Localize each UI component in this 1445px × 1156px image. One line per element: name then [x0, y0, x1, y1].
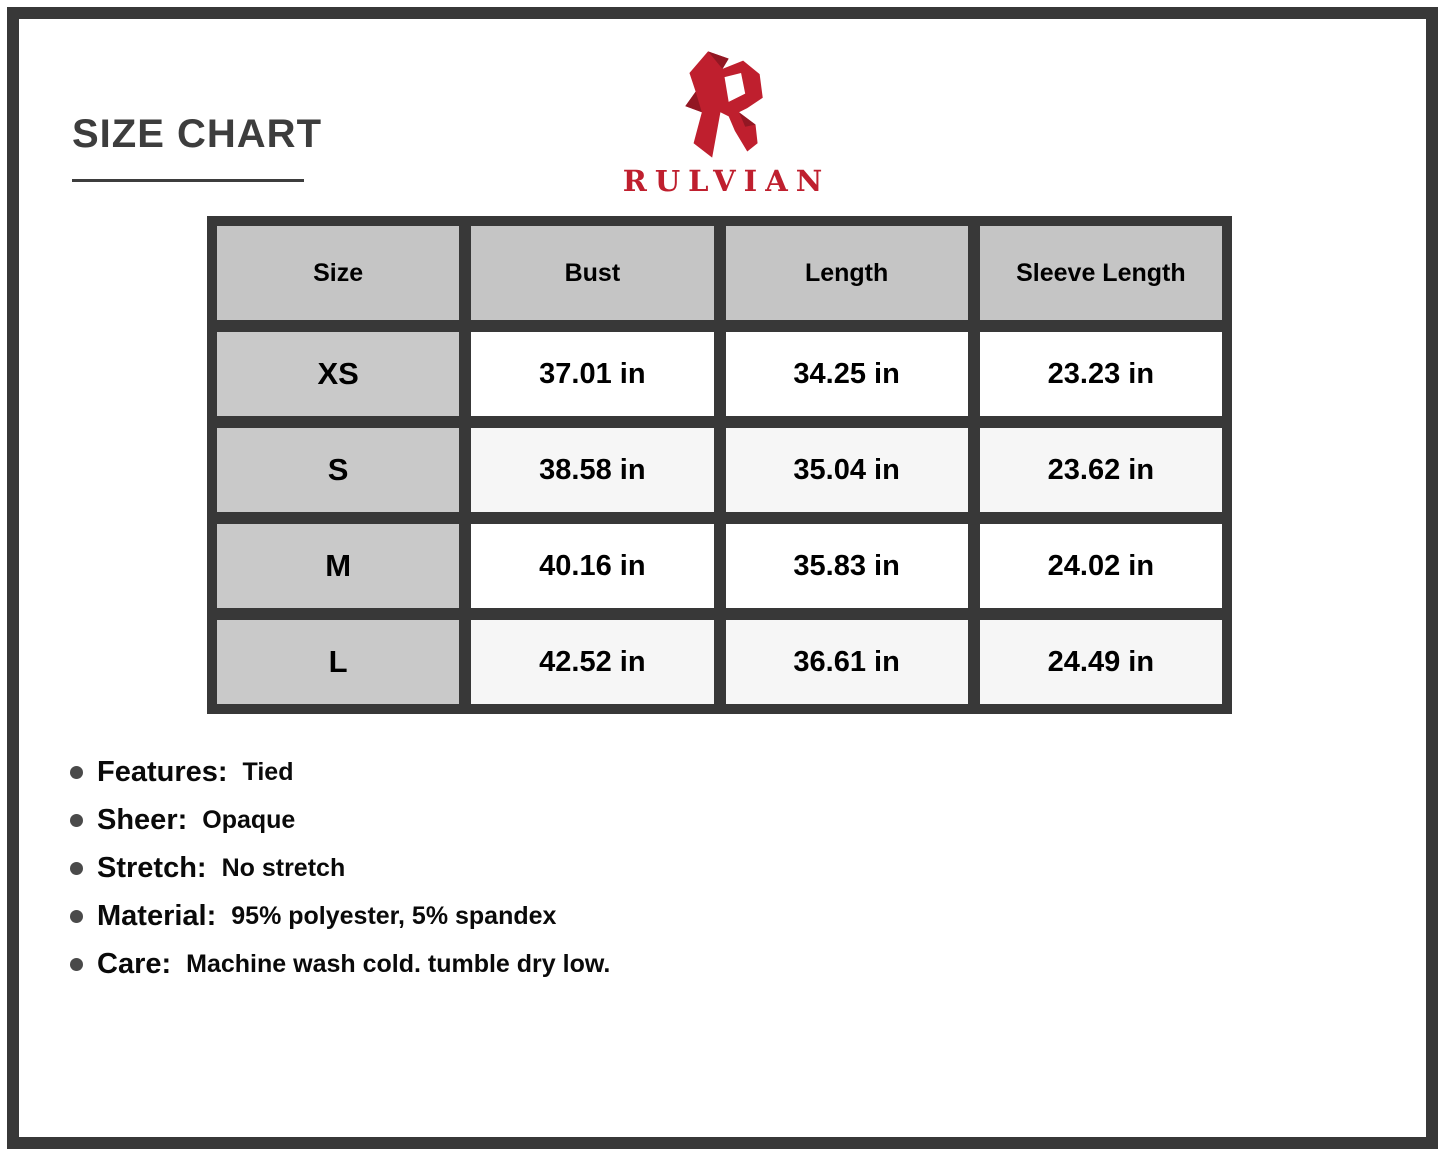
product-details-list — [70, 748, 610, 988]
detail-value: Tied — [242, 757, 294, 786]
size-table — [207, 216, 1232, 714]
row-s-length: 35.04 in — [726, 428, 968, 512]
row-xs-sleeve-length: 23.23 in — [980, 332, 1222, 416]
row-xs-bust: 37.01 in — [471, 332, 713, 416]
row-l-length: 36.61 in — [726, 620, 968, 704]
col-header-sleeve-length: Sleeve Length — [980, 226, 1222, 320]
list-item — [70, 748, 610, 796]
page-title: SIZE CHART — [72, 112, 322, 156]
detail-label: Material: — [97, 899, 217, 932]
row-m-size: M — [217, 524, 459, 608]
angular-r-logo-icon — [675, 48, 771, 160]
col-header-size: Size — [217, 226, 459, 320]
detail-value: No stretch — [221, 853, 346, 882]
row-m-bust: 40.16 in — [471, 524, 713, 608]
row-s-sleeve-length: 23.62 in — [980, 428, 1222, 512]
detail-label: Care: — [97, 947, 172, 980]
row-s-bust: 38.58 in — [471, 428, 713, 512]
brand-name: RULVIAN — [622, 164, 831, 198]
detail-label: Sheer: — [97, 803, 188, 836]
detail-label: Features: — [97, 755, 228, 788]
row-m-sleeve-length: 24.02 in — [980, 524, 1222, 608]
bullet-icon — [70, 910, 83, 923]
bullet-icon — [70, 862, 83, 875]
col-header-length: Length — [726, 226, 968, 320]
bullet-icon — [70, 814, 83, 827]
row-s-size: S — [217, 428, 459, 512]
detail-value: Opaque — [202, 805, 296, 834]
list-item — [70, 844, 610, 892]
brand-logo-block — [0, 48, 1445, 198]
row-l-size: L — [217, 620, 459, 704]
list-item — [70, 940, 610, 988]
bullet-icon — [70, 766, 83, 779]
list-item — [70, 796, 610, 844]
row-xs-length: 34.25 in — [726, 332, 968, 416]
bullet-icon — [70, 958, 83, 971]
detail-value: 95% polyester, 5% spandex — [231, 901, 557, 930]
row-l-sleeve-length: 24.49 in — [980, 620, 1222, 704]
detail-label: Stretch: — [97, 851, 207, 884]
list-item — [70, 892, 610, 940]
row-l-bust: 42.52 in — [471, 620, 713, 704]
row-xs-size: XS — [217, 332, 459, 416]
row-m-length: 35.83 in — [726, 524, 968, 608]
detail-value: Machine wash cold. tumble dry low. — [186, 949, 611, 978]
col-header-bust: Bust — [471, 226, 713, 320]
